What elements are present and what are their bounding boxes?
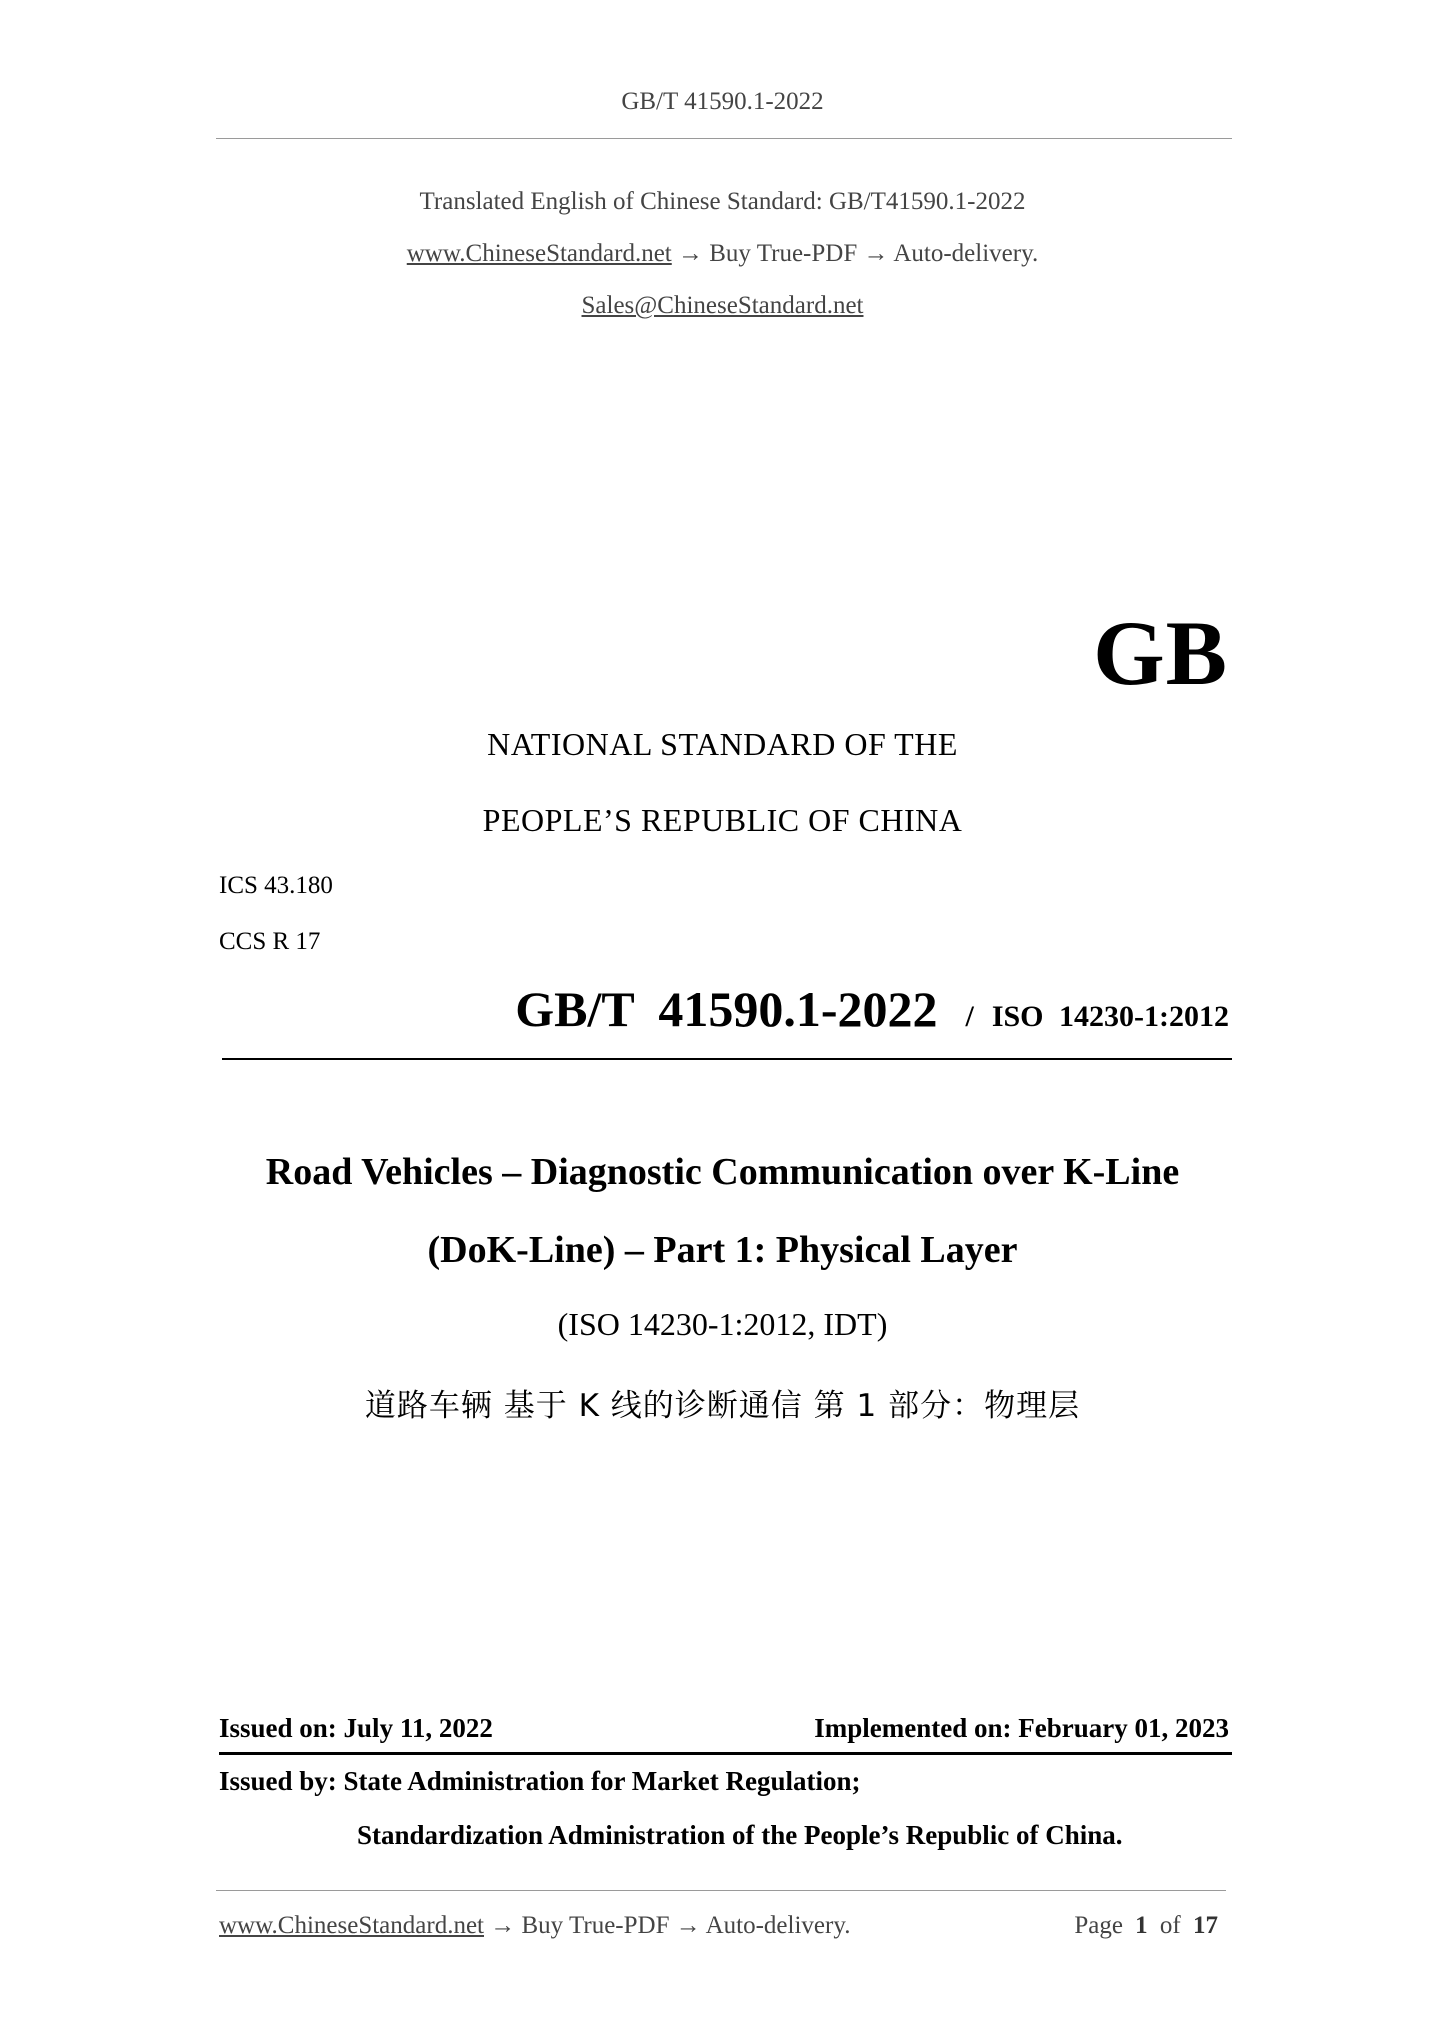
standard-number: GB/T 41590.1-2022 [515, 981, 938, 1037]
running-header-doc-id: GB/T 41590.1-2022 [621, 88, 824, 115]
page-current: 1 [1135, 1912, 1148, 1939]
national-standard-title-line1: NATIONAL STANDARD OF THE [487, 726, 958, 762]
page-indicator [1074, 1912, 1224, 1940]
footer-buy-text: Buy True-PDF [521, 1912, 670, 1939]
header-divider [216, 138, 1232, 139]
implemented-on-date: Implemented on: February 01, 2023 [814, 1713, 1229, 1743]
issued-by-line2: Standardization Administration of the People’s Republic of China. [357, 1820, 1123, 1850]
gb-logo-mark: GB [1093, 602, 1228, 704]
promo-purchase-line [0, 240, 1445, 268]
footer-promo [219, 1912, 850, 1940]
ics-code: ICS 43.180 [219, 872, 333, 899]
page-of-label: of [1159, 1912, 1181, 1939]
iso-equivalent-number: ISO 14230-1:2012 [991, 1000, 1229, 1033]
english-title-line2: (DoK-Line) – Part 1: Physical Layer [427, 1229, 1018, 1271]
issued-on-date: Issued on: July 11, 2022 [219, 1713, 493, 1743]
standard-number-divider [222, 1058, 1232, 1060]
standard-number-separator: / [965, 1000, 974, 1033]
translation-notice: Translated English of Chinese Standard: GB/T41590.1-2022 [419, 188, 1026, 215]
chinese-title: 道路车辆 基于 K 线的诊断通信 第 1 部分：物理层 [364, 1388, 1081, 1424]
buy-true-pdf-text: Buy True-PDF [709, 240, 858, 267]
arrow-right-icon: → [678, 240, 703, 267]
page-label: Page [1074, 1912, 1123, 1939]
national-standard-title-line2: PEOPLE’S REPUBLIC OF CHINA [482, 802, 963, 838]
auto-delivery-text: Auto-delivery. [893, 240, 1039, 267]
arrow-right-icon: → [675, 1912, 701, 1939]
footer-delivery-text: Auto-delivery. [705, 1912, 851, 1939]
website-link[interactable]: www.ChineseStandard.net [406, 240, 672, 267]
english-title-line1: Road Vehicles – Diagnostic Communication over K-Line [265, 1151, 1180, 1193]
sales-email-link[interactable]: Sales@ChineseStandard.net [581, 292, 864, 319]
arrow-right-icon: → [490, 1912, 516, 1939]
standard-number-row [515, 980, 1229, 1038]
iso-adoption-note: (ISO 14230-1:2012, IDT) [557, 1306, 888, 1342]
ccs-code: CCS R 17 [219, 928, 321, 955]
promo-email-line [0, 292, 1445, 320]
page-total: 17 [1193, 1912, 1218, 1939]
issued-by-line1: Issued by: State Administration for Market Regulation; [219, 1766, 861, 1796]
footer-divider [216, 1890, 1226, 1891]
footer-website-link[interactable]: www.ChineseStandard.net [219, 1912, 484, 1939]
issue-info-divider [219, 1752, 1232, 1755]
arrow-right-icon: → [863, 240, 889, 267]
